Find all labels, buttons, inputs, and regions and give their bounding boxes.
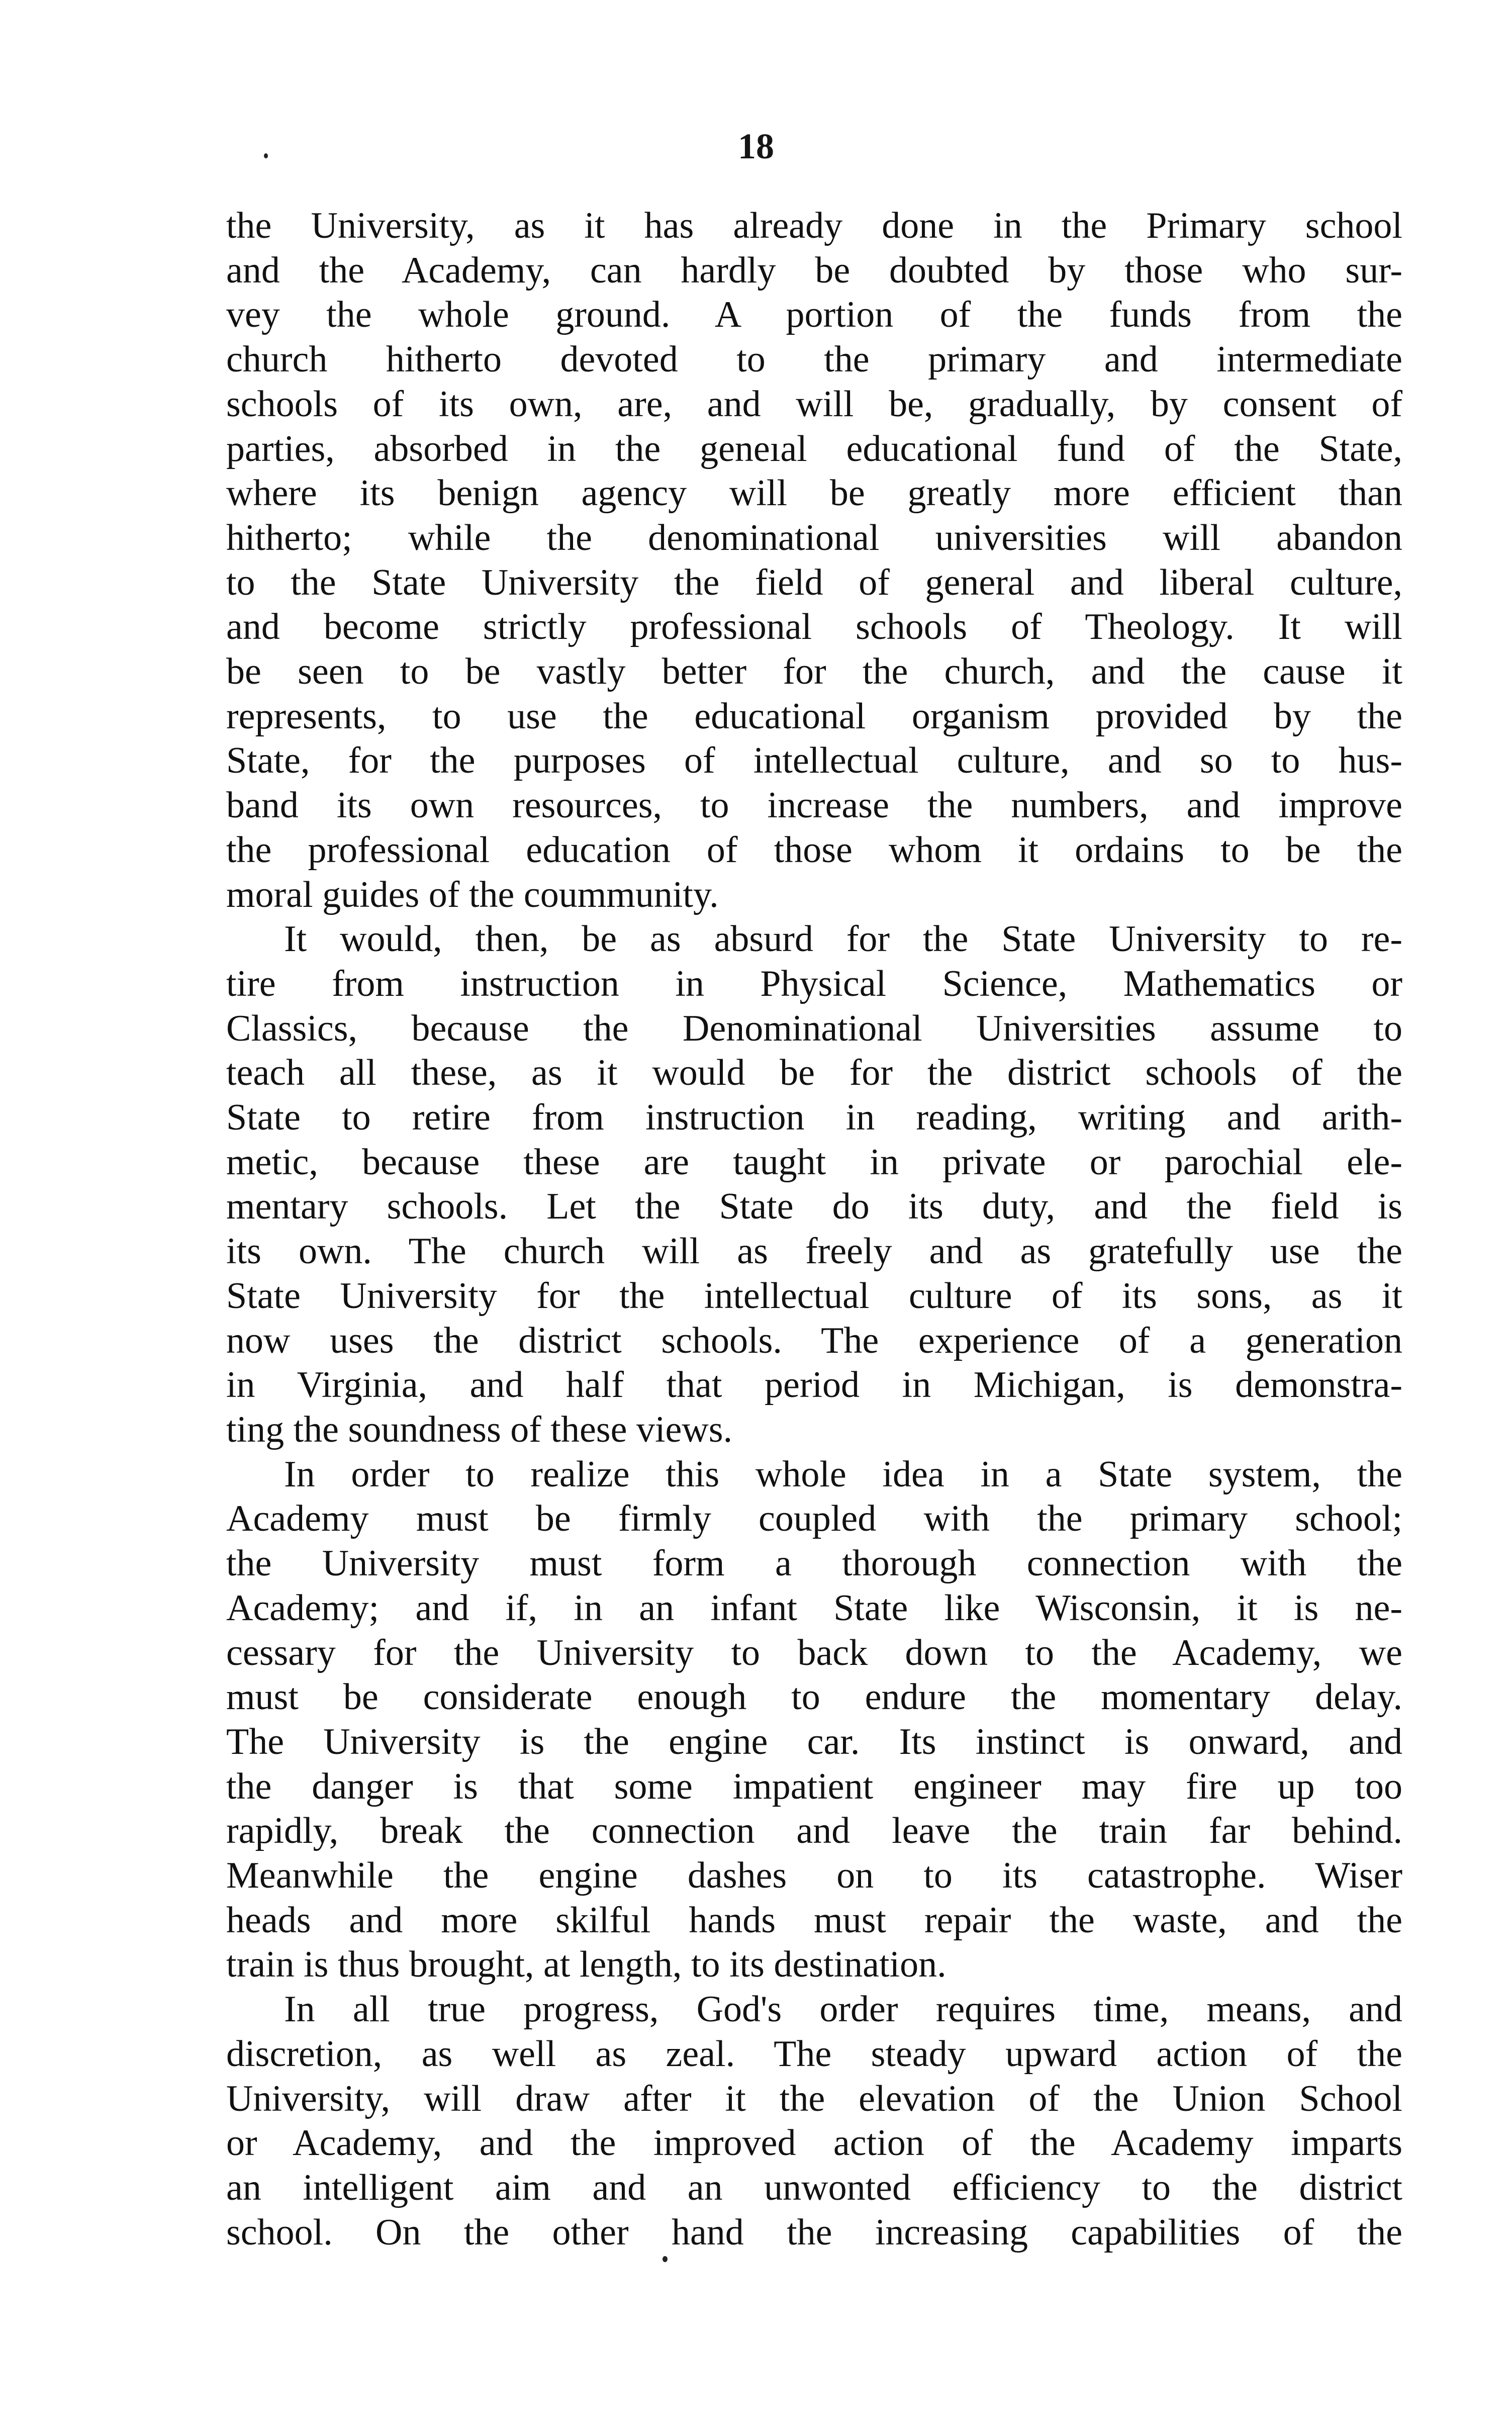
text-line: University, will draw after it the elevation of the Union School bbox=[226, 2078, 1402, 2119]
text-line: It would, then, be as absurd for the State University to re- bbox=[284, 918, 1402, 960]
text-line: train is thus brought, at length, to its destination. bbox=[226, 1944, 947, 1986]
text-line: In order to realize this whole idea in a State system, the bbox=[284, 1453, 1402, 1495]
text-line: the University, as it has already done in the Primary school bbox=[226, 205, 1402, 246]
paragraph-4 bbox=[226, 1987, 1402, 2255]
text-line: and the Academy, can hardly be doubted by those who sur- bbox=[226, 249, 1402, 291]
paragraph-2 bbox=[226, 917, 1402, 1452]
text-line: school. On the other hand the increasing capabilities of the bbox=[226, 2211, 1402, 2253]
margin-mark bbox=[264, 153, 268, 158]
text-line: schools of its own, are, and will be, gradually, by consent of bbox=[226, 383, 1402, 425]
text-line: State University for the intellectual culture of its sons, as it bbox=[226, 1275, 1402, 1317]
text-line: the danger is that some impatient engineer may fire up too bbox=[226, 1765, 1402, 1807]
text-line: in Virginia, and half that period in Michigan, is demonstra- bbox=[226, 1364, 1402, 1406]
text-line: vey the whole ground. A portion of the funds from the bbox=[226, 294, 1402, 336]
text-line: represents, to use the educational organism provided by the bbox=[226, 695, 1402, 737]
text-line: where its benign agency will be greatly more efficient than bbox=[226, 473, 1402, 514]
text-line: mentary schools. Let the State do its duty, and the field is bbox=[226, 1186, 1402, 1228]
paragraph-1 bbox=[226, 204, 1402, 917]
body-text bbox=[226, 204, 1402, 2255]
text-line: its own. The church will as freely and as gratefully use the bbox=[226, 1231, 1402, 1272]
text-line: teach all these, as it would be for the district schools of the bbox=[226, 1052, 1402, 1094]
text-line: In all true progress, God's order requires time, means, and bbox=[284, 1989, 1402, 2030]
text-line: now uses the district schools. The experience of a generation bbox=[226, 1320, 1402, 1361]
text-line: church hitherto devoted to the primary and intermediate bbox=[226, 339, 1402, 381]
text-line: metic, because these are taught in private or parochial ele- bbox=[226, 1141, 1402, 1183]
text-line: the professional education of those whom it ordains to be the bbox=[226, 829, 1402, 871]
text-line: must be considerate enough to endure the momentary delay. bbox=[226, 1676, 1402, 1718]
text-line: moral guides of the coummunity. bbox=[226, 874, 719, 915]
text-line: rapidly, break the connection and leave the train far behind. bbox=[226, 1810, 1402, 1852]
text-line: heads and more skilful hands must repair the waste, and the bbox=[226, 1899, 1402, 1941]
text-line: and become strictly professional schools of Theology. It will bbox=[226, 606, 1402, 648]
text-line: State to retire from instruction in reading, writing and arith- bbox=[226, 1097, 1402, 1139]
text-line: the University must form a thorough connection with the bbox=[226, 1543, 1402, 1584]
text-line: Academy must be firmly coupled with the primary school; bbox=[226, 1498, 1402, 1540]
text-line: to the State University the field of general and liberal culture, bbox=[226, 562, 1402, 603]
text-line: parties, absorbed in the geneıal educational fund of the State, bbox=[226, 428, 1402, 470]
page-number: 18 bbox=[738, 126, 774, 166]
footer-mark bbox=[663, 2256, 668, 2262]
text-line: discretion, as well as zeal. The steady upward action of the bbox=[226, 2033, 1402, 2075]
text-line: ting the soundness of these views. bbox=[226, 1409, 733, 1450]
text-line: an intelligent aim and an unwonted efficiency to the district bbox=[226, 2167, 1402, 2208]
text-line: be seen to be vastly better for the church, and the cause it bbox=[226, 651, 1402, 693]
text-line: hitherto; while the denominational universities will abandon bbox=[226, 517, 1402, 558]
text-line: tire from instruction in Physical Science, Mathematics or bbox=[226, 963, 1402, 1004]
text-line: Classics, because the Denominational Universities assume to bbox=[226, 1007, 1402, 1049]
text-line: cessary for the University to back down to the Academy, we bbox=[226, 1632, 1402, 1673]
text-line: or Academy, and the improved action of the Academy imparts bbox=[226, 2122, 1402, 2164]
text-line: Academy; and if, in an infant State like Wisconsin, it is ne- bbox=[226, 1587, 1402, 1629]
paragraph-3 bbox=[226, 1452, 1402, 1987]
text-line: State, for the purposes of intellectual culture, and so to hus- bbox=[226, 740, 1402, 782]
text-line: band its own resources, to increase the numbers, and improve bbox=[226, 785, 1402, 826]
text-line: Meanwhile the engine dashes on to its catastrophe. Wiser bbox=[226, 1855, 1402, 1897]
text-line: The University is the engine car. Its instinct is onward, and bbox=[226, 1721, 1402, 1762]
